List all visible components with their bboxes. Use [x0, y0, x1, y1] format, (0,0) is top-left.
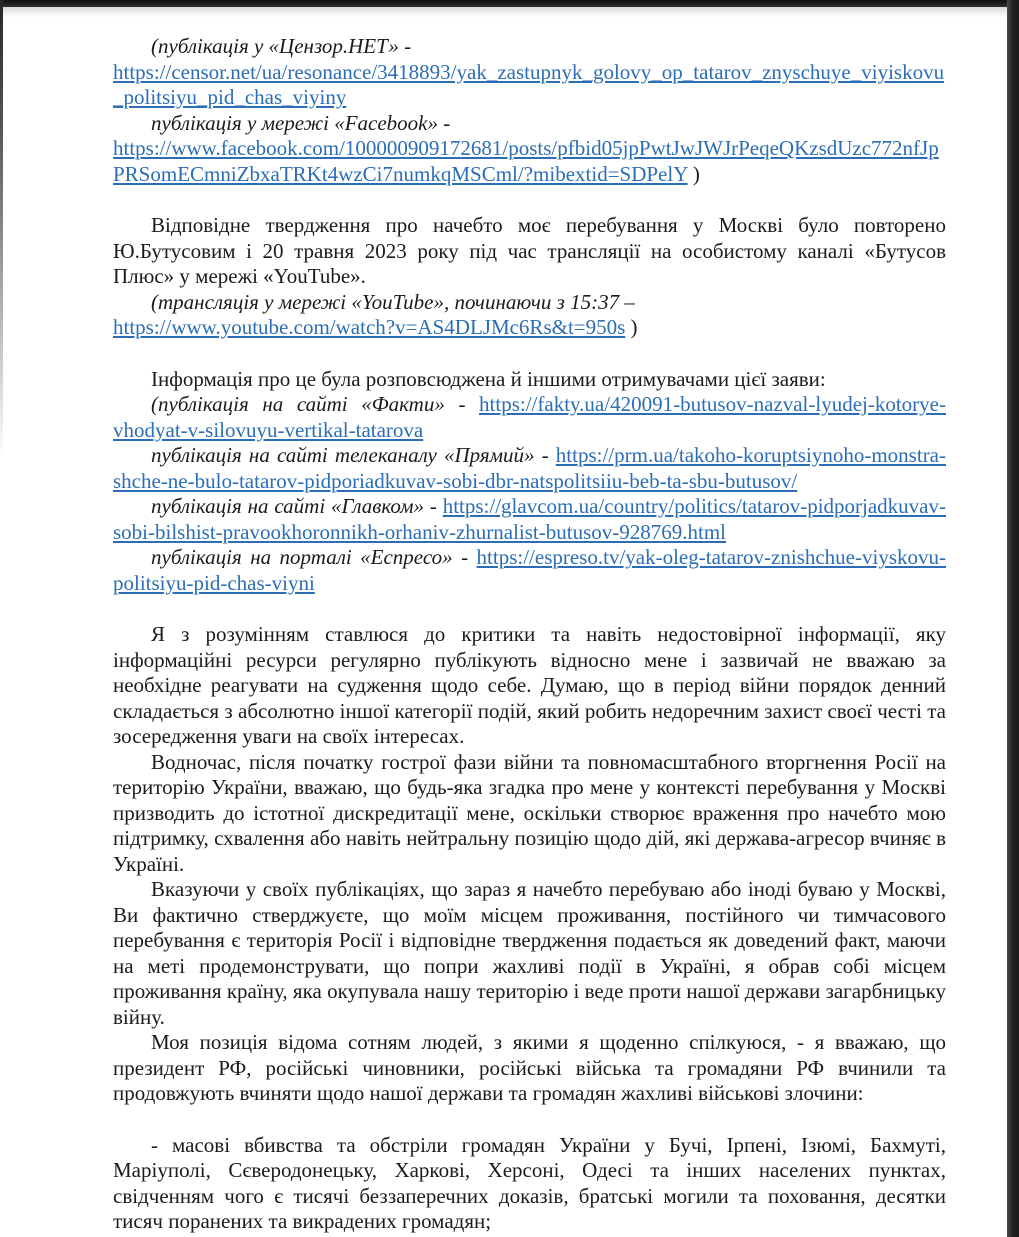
publication-fakty-label: (публікація на сайті «Факти» - [151, 392, 480, 416]
youtube-paren-close: ) [625, 315, 638, 339]
blank-line [113, 596, 946, 622]
war-context-paragraph: Водночас, після початку гострої фази війни та повномасштабного вторгнення Росії на територію України, вважаю, що будь-яка згадка про мене у контексті перебування у Москві призводить до істотної дискредитації мене, оскільки створює враження про начебто мою підтримку, схвалення або навіть нейтральну позицію щодо дій, які держава-агресор вчиняє в Україні. [113, 749, 946, 876]
youtube-link[interactable]: https://www.youtube.com/watch?v=AS4DLJMc6Rs&t=950s [113, 315, 626, 339]
blank-line [113, 341, 946, 367]
scan-top-edge [0, 0, 1019, 7]
info-spread-paragraph: Інформація про це була розповсюджена й іншими отримувачами цієї заяви: [151, 366, 826, 391]
blank-line [113, 1107, 946, 1133]
pryamyi-link[interactable]: https://prm.ua/takoho-koruptsiynoho-monstra-shche-ne-bulo-tatarov-pidporiadkuvav-sobi-dbr-natspolitsiiu-beb-ta-sbu-butusov/ [113, 443, 946, 493]
publication-facebook-label: публікація у мережі «Facebook» - [151, 110, 451, 135]
scan-top-shadow [0, 7, 1019, 17]
criticism-paragraph: Я з розумінням ставлюся до критики та навіть недостовірної інформації, яку інформаційні ресурси регулярно публікують відносно мене і зазвичай не вважаю за необхідне реагувати на судження щодо себе. Думаю, що в період війни порядок денний складається з абсолютно іншої категорії подій, який робить недоречним захист своєї честі та зосередження уваги на своїх інтересах. [113, 622, 946, 748]
facebook-paren-close: ) [687, 161, 700, 186]
broadcast-youtube-label: (трансляція у мережі «YouTube», починаючи з 15:37 – [151, 289, 635, 314]
position-paragraph: Моя позиція відома сотням людей, з якими я щоденно спілкуюся, - я вважаю, що президент РФ, російські чиновники, російські війська та громадяни РФ вчинили та продовжують вчиняти щодо нашої держави та громадян жахливі військові злочини: [113, 1030, 946, 1105]
scan-left-edge [0, 0, 3, 460]
blank-line [113, 187, 946, 213]
espreso-link[interactable]: https://espreso.tv/yak-oleg-tatarov-znishchue-viyskovu-politsiyu-pid-chas-viyni [113, 545, 946, 595]
publication-censor-label: (публікація у «Цензор.НЕТ» - [151, 34, 412, 58]
scan-right-edge [1007, 0, 1019, 1237]
facebook-link[interactable]: https://www.facebook.com/100000909172681/posts/pfbid05jpPwtJwJWJrPeqeQKzsdUzc772nfJpPRSomECmniZbxaTRKt4wzCi7numkqMSCml/?mibextid=SDPelY [113, 136, 939, 186]
mass-crimes-bullet: - масові вбивства та обстріли громадян України у Бучі, Ірпені, Ізюмі, Бахмуті, Маріуполі, Сєверодонецьку, Харкові, Херсоні, Одесі та інших населених пунктах, свідченням чого є тисячі беззаперечних доказів, братські могили та поховання, десятки тисяч поранених та викрадених громадян; [113, 1132, 946, 1233]
fakty-link[interactable]: https://fakty.ua/420091-butusov-nazval-lyudej-kotorye-vhodyat-v-silovuyu-vertikal-tatarova [113, 392, 946, 442]
publication-fakty-paragraph [113, 392, 946, 443]
publication-facebook-paragraph [113, 111, 946, 188]
accusation-paragraph: Вказуючи у своїх публікаціях, що зараз я начебто перебуваю або іноді буваю у Москві, Ви фактично стверджуєте, що моїм місцем проживання, постійного чи тимчасового перебування є територія Росії і відповідне твердження подається як доведений факт, маючи на меті продемонструвати, що попри жахливі події в Україні, я обрав собі місцем проживання країну, яка окупувала нашу територію і веде проти нашої держави загарбницьку війну. [113, 877, 946, 1029]
publication-espreso-paragraph [113, 545, 946, 596]
publication-glavcom-label: публікація на сайті «Главком» - [151, 494, 443, 518]
statement-repeat-paragraph: Відповідне твердження про начебто моє перебування у Москві було повторено Ю.Бутусовим і 20 травня 2023 року під час трансляції на особистому каналі «Бутусов Плюс» у мережі «YouTube». [113, 213, 946, 288]
publication-espreso-label: публікація на порталі «Еспресо» - [151, 545, 477, 569]
document-page [113, 34, 946, 1235]
glavcom-link[interactable]: https://glavcom.ua/country/politics/tatarov-pidporjadkuvav-sobi-bilshist-pravookhoronnikh-orhaniv-zhurnalist-butusov-928769.html [113, 494, 946, 544]
broadcast-youtube-paragraph [113, 290, 946, 341]
publication-glavcom-paragraph [113, 494, 946, 545]
publication-pryamyi-paragraph [113, 443, 946, 494]
publication-censor-paragraph [113, 34, 946, 111]
publication-pryamyi-label: публікація на сайті телеканалу «Прямий» - [151, 443, 556, 467]
censor-link[interactable]: https://censor.net/ua/resonance/3418893/yak_zastupnyk_golovy_op_tatarov_znyschuye_viyiskovu_politsiyu_pid_chas_viyiny [113, 59, 945, 109]
